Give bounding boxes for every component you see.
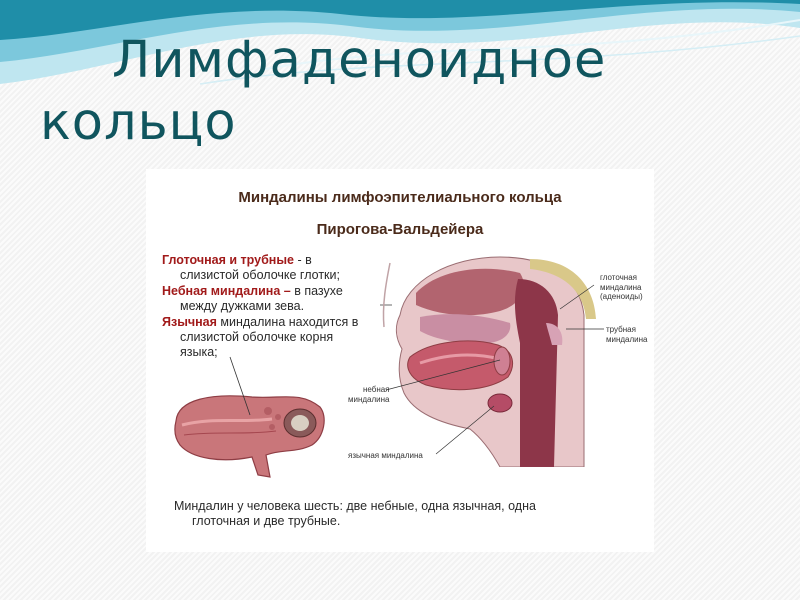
note-text: миндалина находится в (216, 315, 359, 329)
tonsils-figure (146, 169, 654, 552)
note-term: Небная миндалина – (162, 284, 291, 298)
note-text: в пазухе (290, 284, 343, 298)
note-text-cont: слизистой оболочке глотки; (180, 268, 340, 282)
caption-line1: Миндалин у человека шесть: две небные, одна язычная, одна (174, 499, 536, 513)
note-term: Глоточная и трубные (162, 253, 294, 267)
label-tubal-tonsil (606, 325, 648, 344)
label-pharyngeal-tonsil (600, 273, 643, 302)
label-line: миндалина (606, 334, 648, 344)
note-text-cont: языка; (180, 345, 218, 359)
label-line: глоточная (600, 273, 637, 282)
slide-title-line2: кольцо (40, 93, 237, 152)
label-line: миндалина (600, 282, 642, 292)
label-line: небная (362, 385, 390, 394)
label-palatine-tonsil (348, 385, 390, 404)
note-term: Язычная (162, 315, 217, 329)
label-pointer-lines (146, 169, 654, 552)
figure-heading-line1: Миндалины лимфоэпителиального кольца (238, 189, 562, 206)
figure-heading-line2: Пирогова-Вальдейера (316, 221, 484, 238)
label-line: трубная (606, 325, 636, 334)
label-line: (аденоиды) (600, 292, 643, 301)
note-text: - в (293, 253, 312, 267)
note-text-cont: между дужками зева. (180, 299, 305, 313)
caption-line2: глоточная и две трубные. (192, 514, 341, 528)
slide-title (40, 30, 760, 154)
label-line: миндалина (348, 394, 390, 404)
note-text-cont: слизистой оболочке корня (180, 330, 334, 344)
slide-title-line1: Лимфаденоидное (112, 31, 607, 90)
figure-caption (174, 499, 614, 529)
label-lingual-tonsil: язычная миндалина (348, 451, 423, 460)
